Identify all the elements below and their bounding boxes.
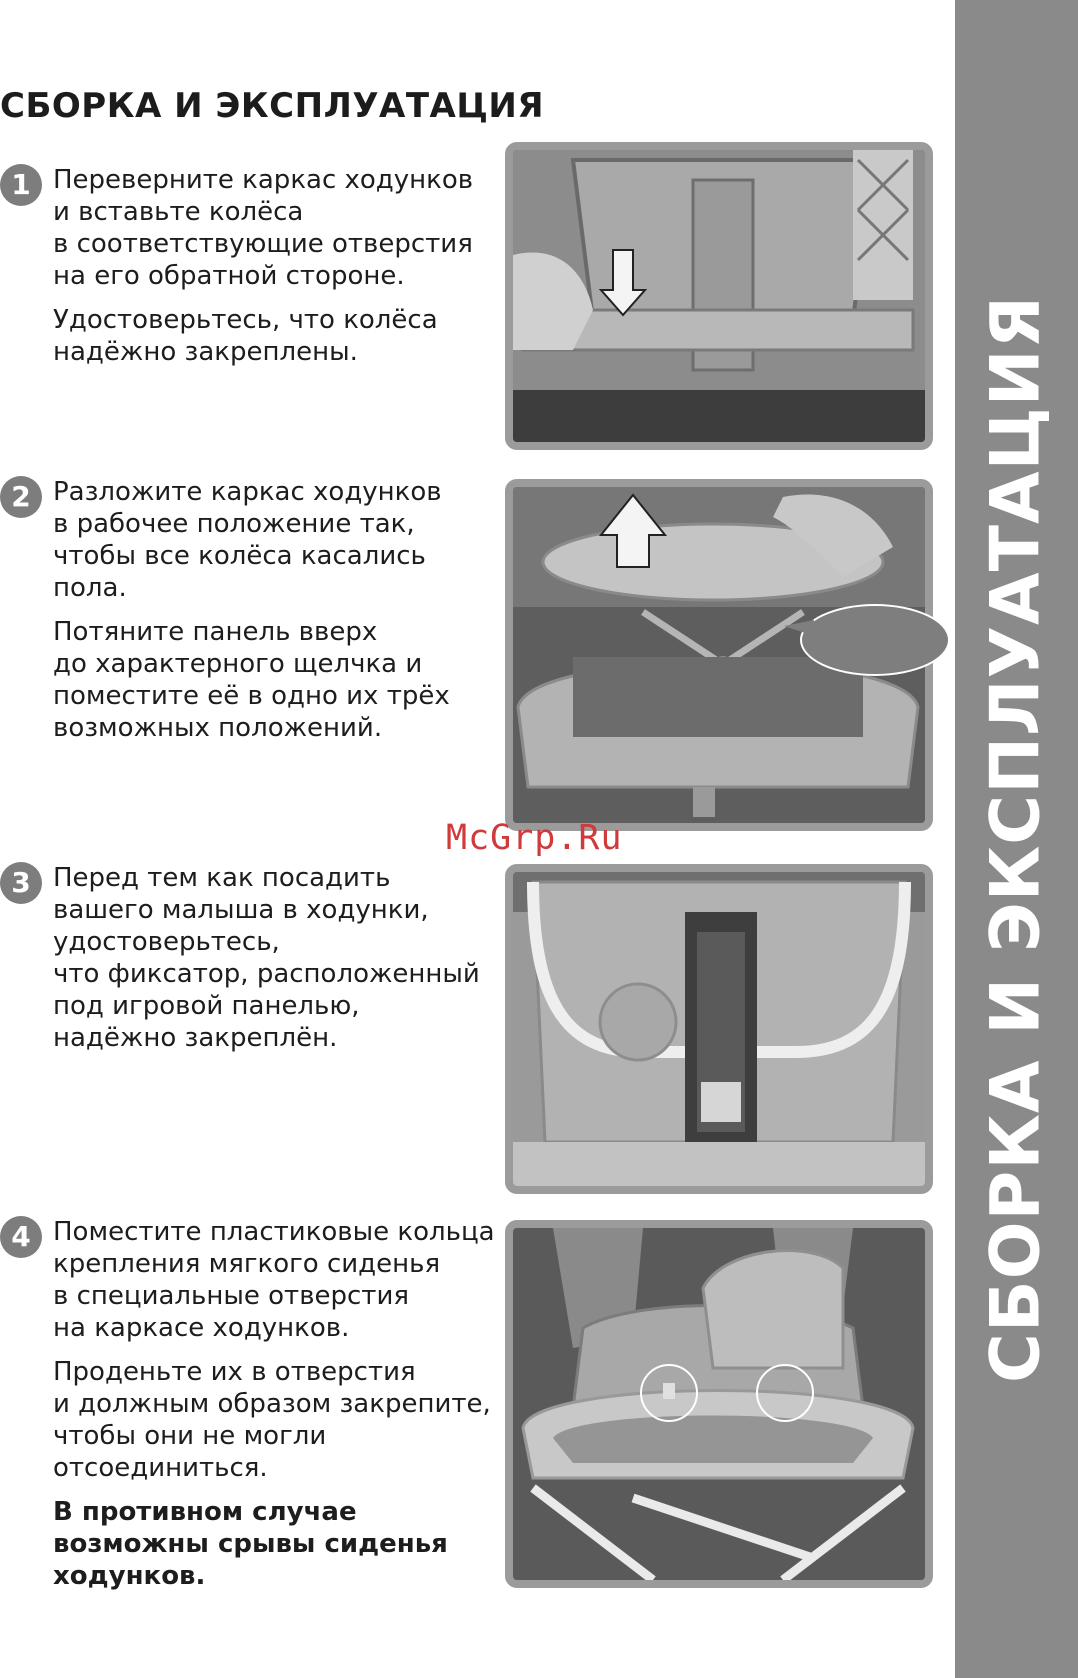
step-paragraph: Потяните панель вверх до характерного щелчка и поместите её в одно их трёх возможных положений. [53,617,450,743]
step-text [53,476,503,756]
watermark: McGrp.Ru [446,818,623,858]
speech-bubble-tail [784,616,814,640]
side-section-title: СБОРКА И ЭКСПЛУАТАЦИЯ [976,294,1056,1384]
step-number-badge: 4 [0,1216,42,1258]
step-text [53,164,503,380]
step-paragraph: Разложите каркас ходунков в рабочее положение так, чтобы все колёса касались пола. [53,477,442,603]
step-warning: В противном случае возможны срывы сиденья ходунков. [53,1497,448,1591]
step-number-badge: 2 [0,476,42,518]
step-number-badge: 3 [0,862,42,904]
step-paragraph: Перед тем как посадить вашего малыша в ходунки, удостоверьтесь, что фиксатор, расположенный под игровой панелью, надёжно закреплён. [53,863,480,1053]
step-paragraph: Удостоверьтесь, что колёса надёжно закреплены. [53,305,438,367]
step-paragraph: Проденьте их в отверстия и должным образом закрепите, чтобы они не могли отсоединиться. [53,1357,491,1483]
step-text [53,862,503,1066]
photo-step-4-seat-rings [505,1220,933,1588]
speech-bubble [800,604,950,676]
step-number-badge: 1 [0,164,42,206]
page-title: СБОРКА И ЭКСПЛУАТАЦИЯ [0,86,545,126]
step-paragraph: Поместите пластиковые кольца крепления мягкого сиденья в специальные отверстия на каркасе ходунков. [53,1217,495,1343]
step-paragraph: Переверните каркас ходунков и вставьте колёса в соответствующие отверстия на его обратной стороне. [53,165,474,291]
step-text [53,1216,503,1604]
photo-step-1-wheel-insertion [505,142,933,450]
photo-step-3-lock-check [505,864,933,1194]
